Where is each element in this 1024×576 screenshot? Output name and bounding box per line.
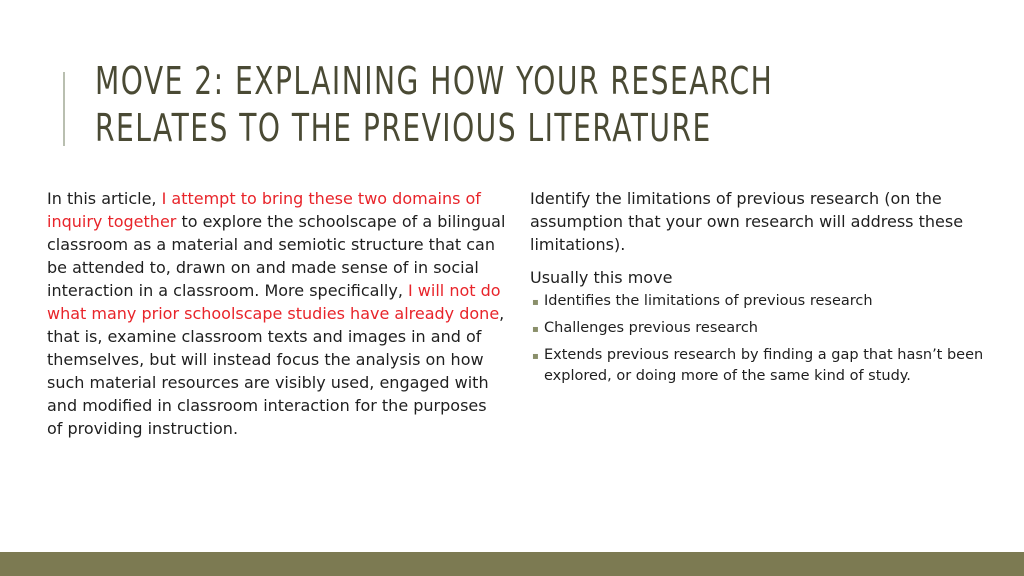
- bullet-icon: ▪: [532, 297, 539, 308]
- slide-title-line-1: MOVE 2: EXPLAINING HOW YOUR RESEARCH: [95, 59, 774, 103]
- intro-text: Identify the limitations of previous research (on the assumption that your own research will address these limitations).: [530, 189, 964, 254]
- bullet-item: [532, 291, 1000, 312]
- usually-heading: Usually this move: [530, 268, 673, 287]
- bullet-icon: ▪: [532, 324, 539, 335]
- title-accent-line: [63, 72, 65, 146]
- paragraph-text: In this article,: [47, 189, 162, 208]
- bullet-text: Challenges previous research: [544, 320, 758, 336]
- paragraph-text: to explore the schoolscape of a bilingual classroom as a material and semiotic structure that can be attended to, drawn on and made sense of in social interaction in a classroom. More specifically,: [47, 212, 506, 300]
- slide-title-line-2: RELATES TO THE PREVIOUS LITERATURE: [95, 106, 712, 150]
- slide-title: [95, 58, 774, 152]
- footer-bar: [0, 552, 1024, 576]
- highlighted-text: I attempt to bring these two domains of inquiry together: [47, 189, 481, 231]
- right-column: [530, 187, 1000, 393]
- left-paragraph: [47, 187, 507, 440]
- bullet-text: Identifies the limitations of previous research: [544, 293, 873, 309]
- bullet-icon: ▪: [532, 351, 539, 362]
- paragraph-text: , that is, examine classroom texts and images in and of themselves, but will instead focus the analysis on how such material resources are visibly used, engaged with and modified in classroom interaction for the purposes of providing instruction.: [47, 304, 505, 438]
- bullet-list: [530, 291, 1000, 387]
- bullet-item: [532, 318, 1000, 339]
- highlighted-text: I will not do what many prior schoolscape studies have already done: [47, 281, 501, 323]
- bullet-item: [532, 345, 1000, 387]
- bullet-text: Extends previous research by finding a gap that hasn’t been explored, or doing more of the same kind of study.: [544, 347, 984, 384]
